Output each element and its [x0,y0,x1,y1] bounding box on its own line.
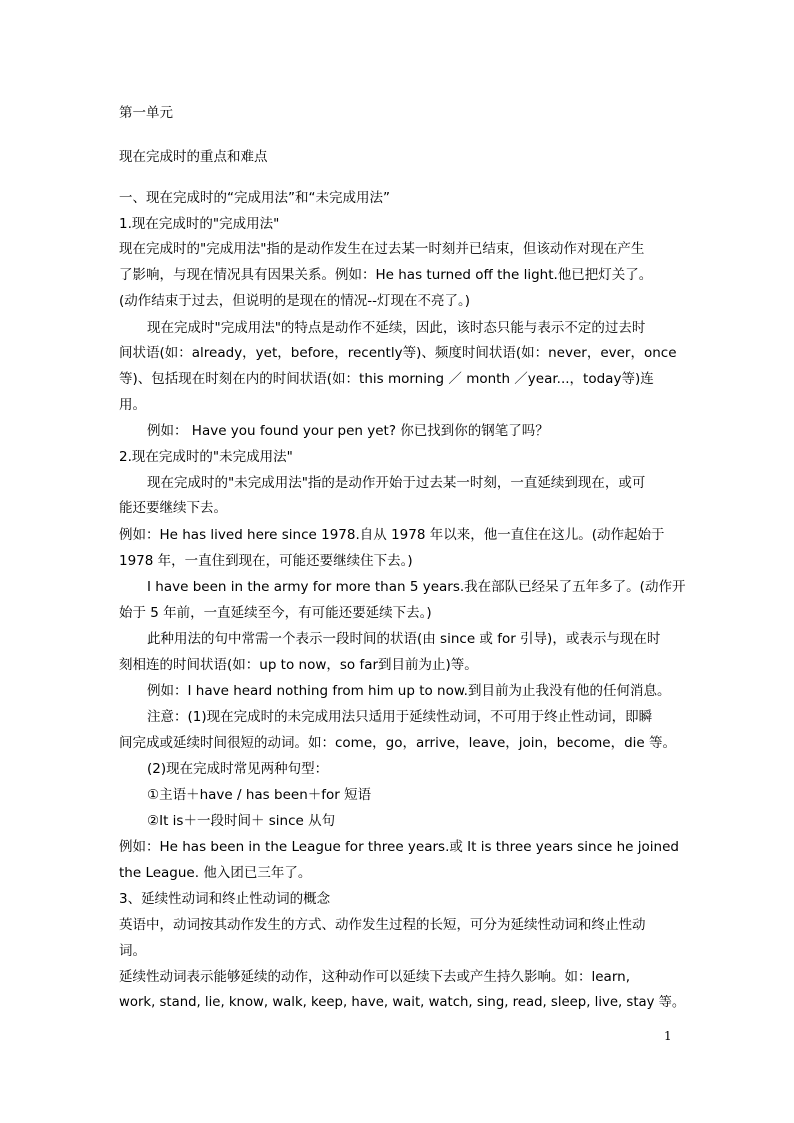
subsection-heading: 2.现在完成时的"未完成用法" [119,449,293,465]
text-line: 间完成或延续时间很短的动词。如：come，go，arrive，leave，join，become，die 等。 [119,735,677,751]
text-line: 现在完成时的"未完成用法"指的是动作开始于过去某一时刻，一直延续到现在，或可 [147,475,646,491]
text-line: 等)、包括现在时刻在内的时间状语(如：this morning ／ month ／year...，today等)连 [119,371,654,387]
section-heading: 3、延续性动词和终止性动词的概念 [119,891,331,907]
text-line: 始于 5 年前，一直延续至今，有可能还要延续下去。) [119,605,432,621]
note-line: (2)现在完成时常见两种句型： [147,761,329,777]
pattern-line: ②It is＋一段时间＋ since 从句 [147,813,336,829]
pattern-line: ①主语＋have / has been＋for 短语 [147,787,372,803]
text-line: 能还要继续下去。 [119,500,227,516]
text-line: 1978 年，一直住到现在，可能还要继续住下去。) [119,553,413,569]
note-line: 注意：(1)现在完成时的未完成用法只适用于延续性动词，不可用于终止性动词，即瞬 [147,709,653,725]
text-line: 现在完成时"完成用法"的特点是动作不延续，因此，该时态只能与表示不定的过去时 [147,320,646,336]
text-line: 现在完成时的"完成用法"指的是动作发生在过去某一时刻并已结束，但该动作对现在产生 [119,241,645,257]
page-number: 1 [664,1029,672,1043]
text-line: 此种用法的句中常需一个表示一段时间的状语(由 since 或 for 引导)，或表示与现在时 [147,631,661,647]
example-line: 例如：He has lived here since 1978.自从 1978 年以来，他一直住在这儿。(动作起始于 [119,527,665,543]
example-line: 例如：I have heard nothing from him up to now.到目前为止我没有他的任何消息。 [147,683,671,699]
text-line: 了影响，与现在情况具有因果关系。例如：He has turned off the light.他已把灯关了。 [119,267,653,283]
text-line: (动作结束于过去，但说明的是现在的情况--灯现在不亮了。) [119,293,471,309]
text-line: 用。 [119,397,146,413]
example-line: I have been in the army for more than 5 years.我在部队已经呆了五年多了。(动作开 [147,579,686,595]
text-line: 间状语(如：already，yet，before，recently等)、频度时间状语(如：never，ever，once [119,345,677,361]
text-line: 词。 [119,943,146,959]
topic-heading: 现在完成时的重点和难点 [119,149,268,165]
example-line: 例如： Have you found your pen yet? 你已找到你的钢笔了吗？ [147,423,549,439]
text-line: 延续性动词表示能够延续的动作，这种动作可以延续下去或产生持久影响。如：learn, [119,969,630,985]
text-line: work, stand, lie, know, walk, keep, have, wait, watch, sing, read, sleep, live, stay 等。 [119,995,686,1010]
text-line: 英语中，动词按其动作发生的方式、动作发生过程的长短，可分为延续性动词和终止性动 [119,917,646,933]
text-line: 刻相连的时间状语(如：up to now，so far到目前为止)等。 [119,657,478,673]
text-line: the League. 他入团已三年了。 [119,865,312,881]
unit-heading: 第一单元 [119,105,173,121]
section-heading: 一、现在完成时的“完成用法”和“未完成用法” [119,190,390,206]
example-line: 例如：He has been in the League for three years.或 It is three years since he joined [119,839,679,855]
subsection-heading: 1.现在完成时的"完成用法" [119,216,280,232]
